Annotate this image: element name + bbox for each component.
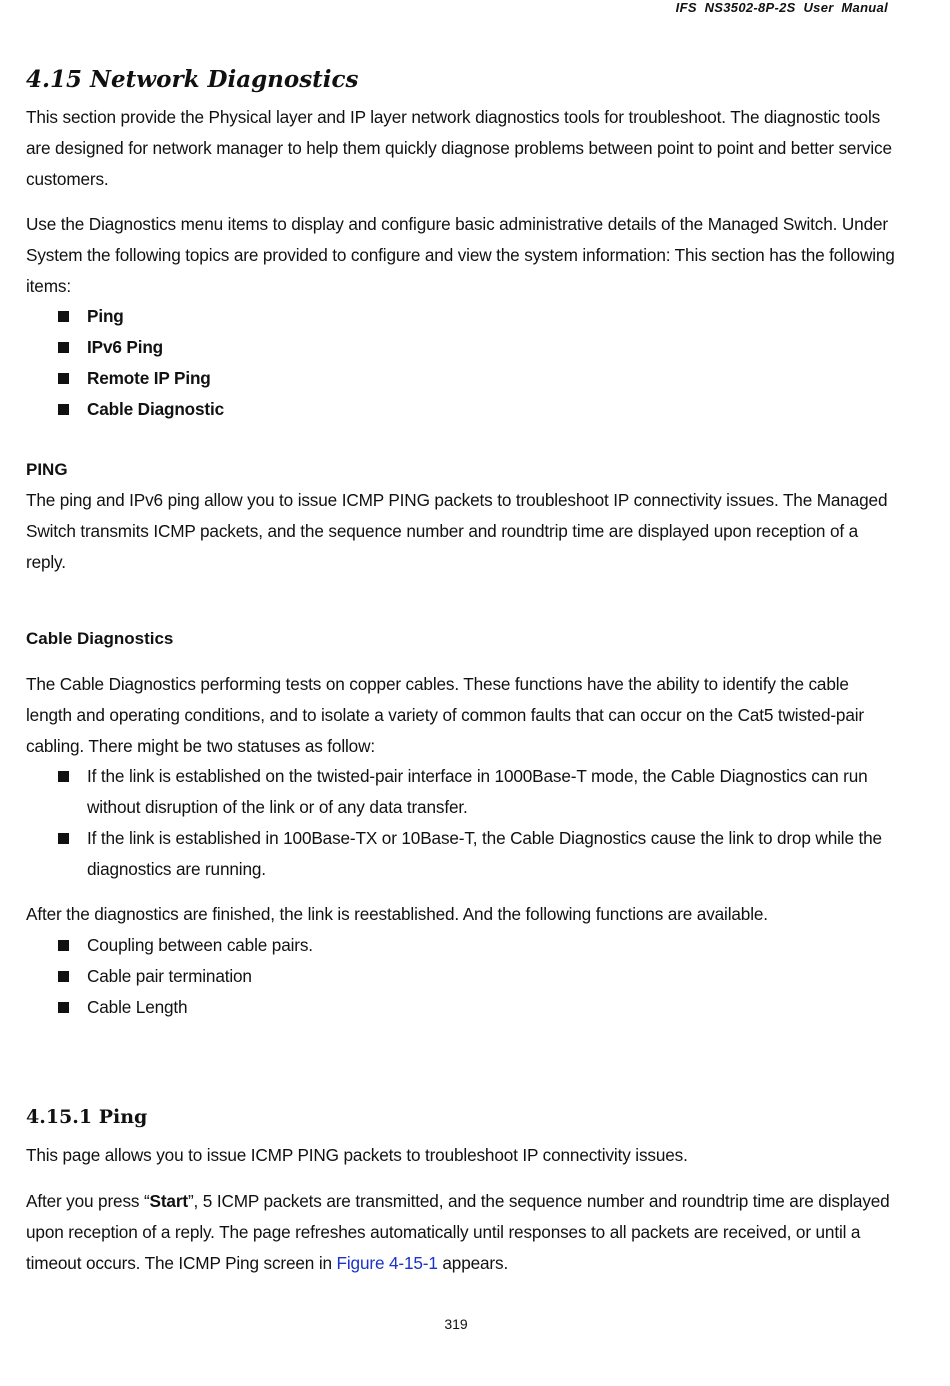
bullet-square-icon — [58, 342, 69, 353]
subsection-text-1: This page allows you to issue ICMP PING packets to troubleshoot IP connectivity issues. — [26, 1145, 688, 1165]
bullet-square-icon — [58, 940, 69, 951]
bullet-square-icon — [58, 404, 69, 415]
list-item: If the link is established on the twisted-pair interface in 1000Base-T mode, the Cable Diagnostics can run without disruption of the link or of any data transfer. — [26, 761, 906, 823]
list-item: Cable Diagnostic — [26, 394, 906, 425]
list-item: IPv6 Ping — [26, 332, 906, 363]
cable-functions-list — [26, 930, 906, 1023]
section-intro: This section provide the Physical layer and IP layer network diagnostics tools for troubleshoot. The diagnostic tools are designed for network manager to help them quickly diagnose problems between point to point and better service customers. — [26, 107, 892, 189]
section-heading: 4.15 Network Diagnostics — [26, 66, 359, 93]
figure-link[interactable]: Figure 4-15-1 — [336, 1253, 438, 1273]
bullet-square-icon — [58, 833, 69, 844]
cable-after-text: After the diagnostics are finished, the link is reestablished. And the following functions are available. — [26, 904, 768, 924]
subsection-heading: 4.15.1 Ping — [26, 1106, 148, 1128]
cable-diagnostics-heading: Cable Diagnostics — [26, 629, 174, 648]
running-header: IFS NS3502-8P-2S User Manual — [675, 0, 888, 15]
list-item: Cable Length — [26, 992, 906, 1023]
start-keyword: Start — [149, 1191, 188, 1211]
section-usage: Use the Diagnostics menu items to display and configure basic administrative details of the Managed Switch. Under System the following topics are provided to configure and view the system information: This section has the following items: — [26, 214, 895, 296]
list-item: If the link is established in 100Base-TX or 10Base-T, the Cable Diagnostics cause the link to drop while the diagnostics are running. — [26, 823, 906, 885]
ping-heading: PING — [26, 460, 68, 479]
ping-description: The ping and IPv6 ping allow you to issue ICMP PING packets to troubleshoot IP connectivity issues. The Managed Switch transmits ICMP packets, and the sequence number and roundtrip time are displayed upon reception of a reply. — [26, 490, 888, 572]
bullet-square-icon — [58, 971, 69, 982]
bullet-square-icon — [58, 771, 69, 782]
bullet-square-icon — [58, 373, 69, 384]
list-item: Coupling between cable pairs. — [26, 930, 906, 961]
list-item: Remote IP Ping — [26, 363, 906, 394]
section-items-list — [26, 301, 906, 425]
cable-diagnostics-description: The Cable Diagnostics performing tests on copper cables. These functions have the ability to identify the cable length and operating conditions, and to isolate a variety of common faults that can occur on the Cat5 twisted-pair cabling. There might be two statuses as follow: — [26, 674, 864, 756]
bullet-square-icon — [58, 311, 69, 322]
page-number: 319 — [444, 1316, 468, 1332]
cable-status-list — [26, 761, 906, 885]
bullet-square-icon — [58, 1002, 69, 1013]
subsection-text-2: After you press “Start”, 5 ICMP packets are transmitted, and the sequence number and roundtrip time are displayed upon reception of a reply. The page refreshes automatically until responses to all packets are received, or until a timeout occurs. The ICMP Ping screen in Figure 4-15-1 appears. — [26, 1191, 890, 1273]
list-item: Cable pair termination — [26, 961, 906, 992]
list-item: Ping — [26, 301, 906, 332]
